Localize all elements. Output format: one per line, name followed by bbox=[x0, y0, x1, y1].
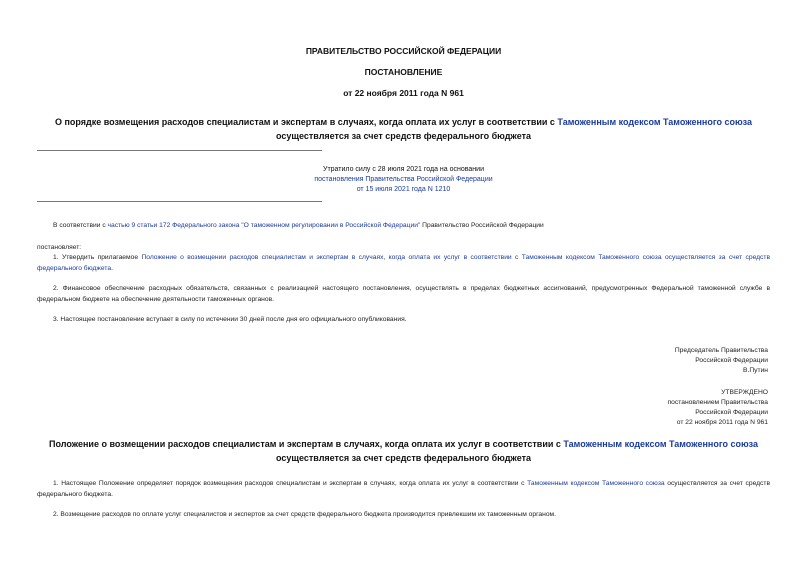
repeal-decree-date-link[interactable]: от 15 июля 2021 года N 1210 bbox=[356, 186, 451, 193]
regulation-item-1-suffix: осуществляется за счет средств федерального бюджета. bbox=[37, 480, 771, 498]
document-type: ПОСТАНОВЛЕНИЕ bbox=[364, 67, 443, 77]
approval-block bbox=[668, 388, 768, 428]
item-2: 2. Финансовое обеспечение расходных обязательств, связанных с реализацией настоящего постановления, осуществлять в пределах бюджетных ассигнований, предусмотренных Федеральной таможенной службе в федеральном бюджете на обеспечение деятельности таможенных органов. bbox=[37, 285, 770, 303]
signature-block bbox=[675, 346, 768, 376]
approval-country: Российской Федерации bbox=[695, 409, 768, 416]
signature-country: Российской Федерации bbox=[695, 357, 768, 364]
item-1 bbox=[37, 253, 770, 274]
regulation-item-customs-code-link[interactable]: Таможенным кодексом Таможенного союза bbox=[527, 480, 665, 487]
government-heading: ПРАВИТЕЛЬСТВО РОССИЙСКОЙ ФЕДЕРАЦИИ bbox=[305, 46, 502, 56]
status-note bbox=[280, 165, 527, 195]
approval-word: УТВЕРЖДЕНО bbox=[721, 389, 768, 396]
regulation-title-text-2: осуществляется за счет средств федерального бюджета bbox=[276, 453, 531, 463]
document-title bbox=[30, 115, 777, 143]
approval-by: постановлением Правительства bbox=[667, 399, 768, 406]
title-text-2: осуществляется за счет средств федерального бюджета bbox=[276, 131, 531, 141]
signature-name: В.Путин bbox=[743, 367, 768, 374]
regulation-title-text: Положение о возмещении расходов специалистам и экспертам в случаях, когда оплата их услуг в соответствии с bbox=[48, 439, 564, 449]
regulation-item-2: 2. Возмещение расходов по оплате услуг специалистов и экспертов за счет средств федерального бюджета производится привлекшим их таможенным органом. bbox=[53, 511, 557, 518]
signature-position: Председатель Правительства bbox=[674, 347, 768, 354]
divider-top bbox=[37, 150, 322, 151]
regulation-title bbox=[30, 437, 777, 465]
approval-date: от 22 ноября 2011 года N 961 bbox=[676, 419, 768, 426]
preamble bbox=[53, 221, 773, 232]
item-1-suffix: . bbox=[111, 264, 113, 272]
preamble-suffix: Правительство Российской Федерации bbox=[420, 222, 544, 229]
regulation-link[interactable]: Положение о возмещении расходов специалистам и экспертам в случаях, когда оплата их услуг в соответствии с Таможенным кодексом Таможенного союза осуществляется за счет средств федерального бюджета bbox=[37, 254, 771, 272]
customs-code-link[interactable]: Таможенным кодексом Таможенного союза bbox=[557, 117, 753, 127]
item-3: 3. Настоящее постановление вступает в силу по истечении 30 дней после дня его официального опубликования. bbox=[53, 316, 407, 323]
title-text: О порядке возмещения расходов специалистам и экспертам в случаях, когда оплата их услуг в соответствии с bbox=[54, 117, 558, 127]
document-date: от 22 ноября 2011 года N 961 bbox=[343, 88, 464, 98]
decree-word: постановляет: bbox=[37, 244, 82, 251]
divider-bottom bbox=[37, 201, 322, 202]
item-1-prefix: 1. Утвердить прилагаемое bbox=[53, 254, 142, 261]
regulation-item-1 bbox=[37, 479, 770, 500]
preamble-prefix: В соответствии с bbox=[53, 222, 108, 229]
federal-law-link[interactable]: частью 9 статьи 172 Федерального закона "О таможенном регулировании в Российской Федерации" bbox=[107, 222, 421, 229]
repeal-decree-link[interactable]: постановления Правительства Российской Федерации bbox=[314, 176, 493, 183]
status-note-text: Утратило силу с 28 июля 2021 года на основании bbox=[323, 166, 484, 173]
regulation-customs-code-link[interactable]: Таможенным кодексом Таможенного союза bbox=[563, 439, 758, 449]
regulation-item-1-prefix: 1. Настоящее Положение определяет порядок возмещения расходов специалистам и экспертам в случаях, когда оплата их услуг в соответствии с bbox=[53, 480, 528, 487]
